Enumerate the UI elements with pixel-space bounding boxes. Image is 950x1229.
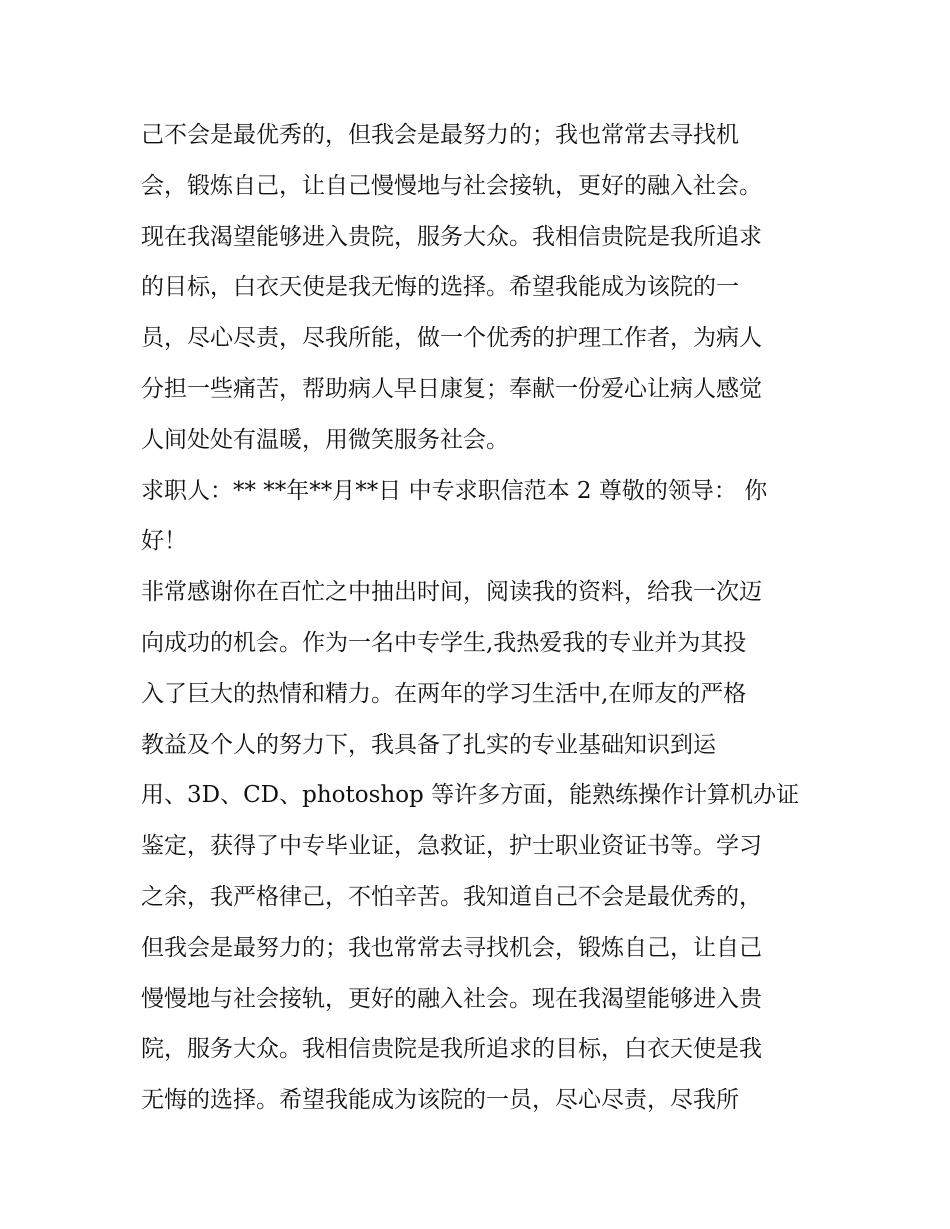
text-line: 己不会是最优秀的，但我会是最努力的；我也常常去寻找机 (141, 122, 739, 148)
text-line: 分担一些痛苦，帮助病人早日康复；奉献一份爱心让病人感觉 (141, 375, 762, 402)
text-line: 求职人：** **年**月**日 中专求职信范本 2 尊敬的领导： 你 (141, 477, 768, 504)
text-line: 的目标，白衣天使是我无悔的选择。希望我能成为该院的一 (141, 274, 739, 301)
text-line: 鉴定，获得了中专毕业证，急救证，护士职业资证书等。学习 (141, 833, 762, 860)
text-line: 非常感谢你在百忙之中抽出时间，阅读我的资料，给我一次迈 (141, 579, 762, 606)
text-line: 慢慢地与社会接轨，更好的融入社会。现在我渴望能够进入贵 (141, 985, 762, 1012)
text-line: 入了巨大的热情和精力。在两年的学习生活中,在师友的严格 (141, 680, 747, 707)
text-line: 好！ (141, 528, 187, 555)
text-line: 之余，我严格律己，不怕辛苦。我知道自己不会是最优秀的， (141, 883, 762, 910)
text-line: 但我会是最努力的；我也常常去寻找机会，锻炼自己，让自己 (141, 934, 762, 961)
text-line: 人间处处有温暖，用微笑服务社会。 (141, 426, 509, 453)
text-line: 用、3D、CD、photoshop 等许多方面，能熟练操作计算机办证 (141, 782, 800, 809)
text-line: 会，锻炼自己，让自己慢慢地与社会接轨，更好的融入社会。 (141, 172, 762, 199)
document-body (141, 110, 821, 1126)
text-line: 无悔的选择。希望我能成为该院的一员，尽心尽责，尽我所 (141, 1087, 739, 1114)
text-line: 向成功的机会。作为一名中专学生,我热爱我的专业并为其投 (141, 629, 747, 656)
text-line: 现在我渴望能够进入贵院，服务大众。我相信贵院是我所追求 (141, 223, 762, 250)
text-line: 教益及个人的努力下，我具备了扎实的专业基础知识到运 (141, 731, 716, 758)
text-line: 员，尽心尽责，尽我所能，做一个优秀的护理工作者，为病人 (141, 325, 762, 352)
text-line: 院，服务大众。我相信贵院是我所追求的目标，白衣天使是我 (141, 1036, 762, 1063)
